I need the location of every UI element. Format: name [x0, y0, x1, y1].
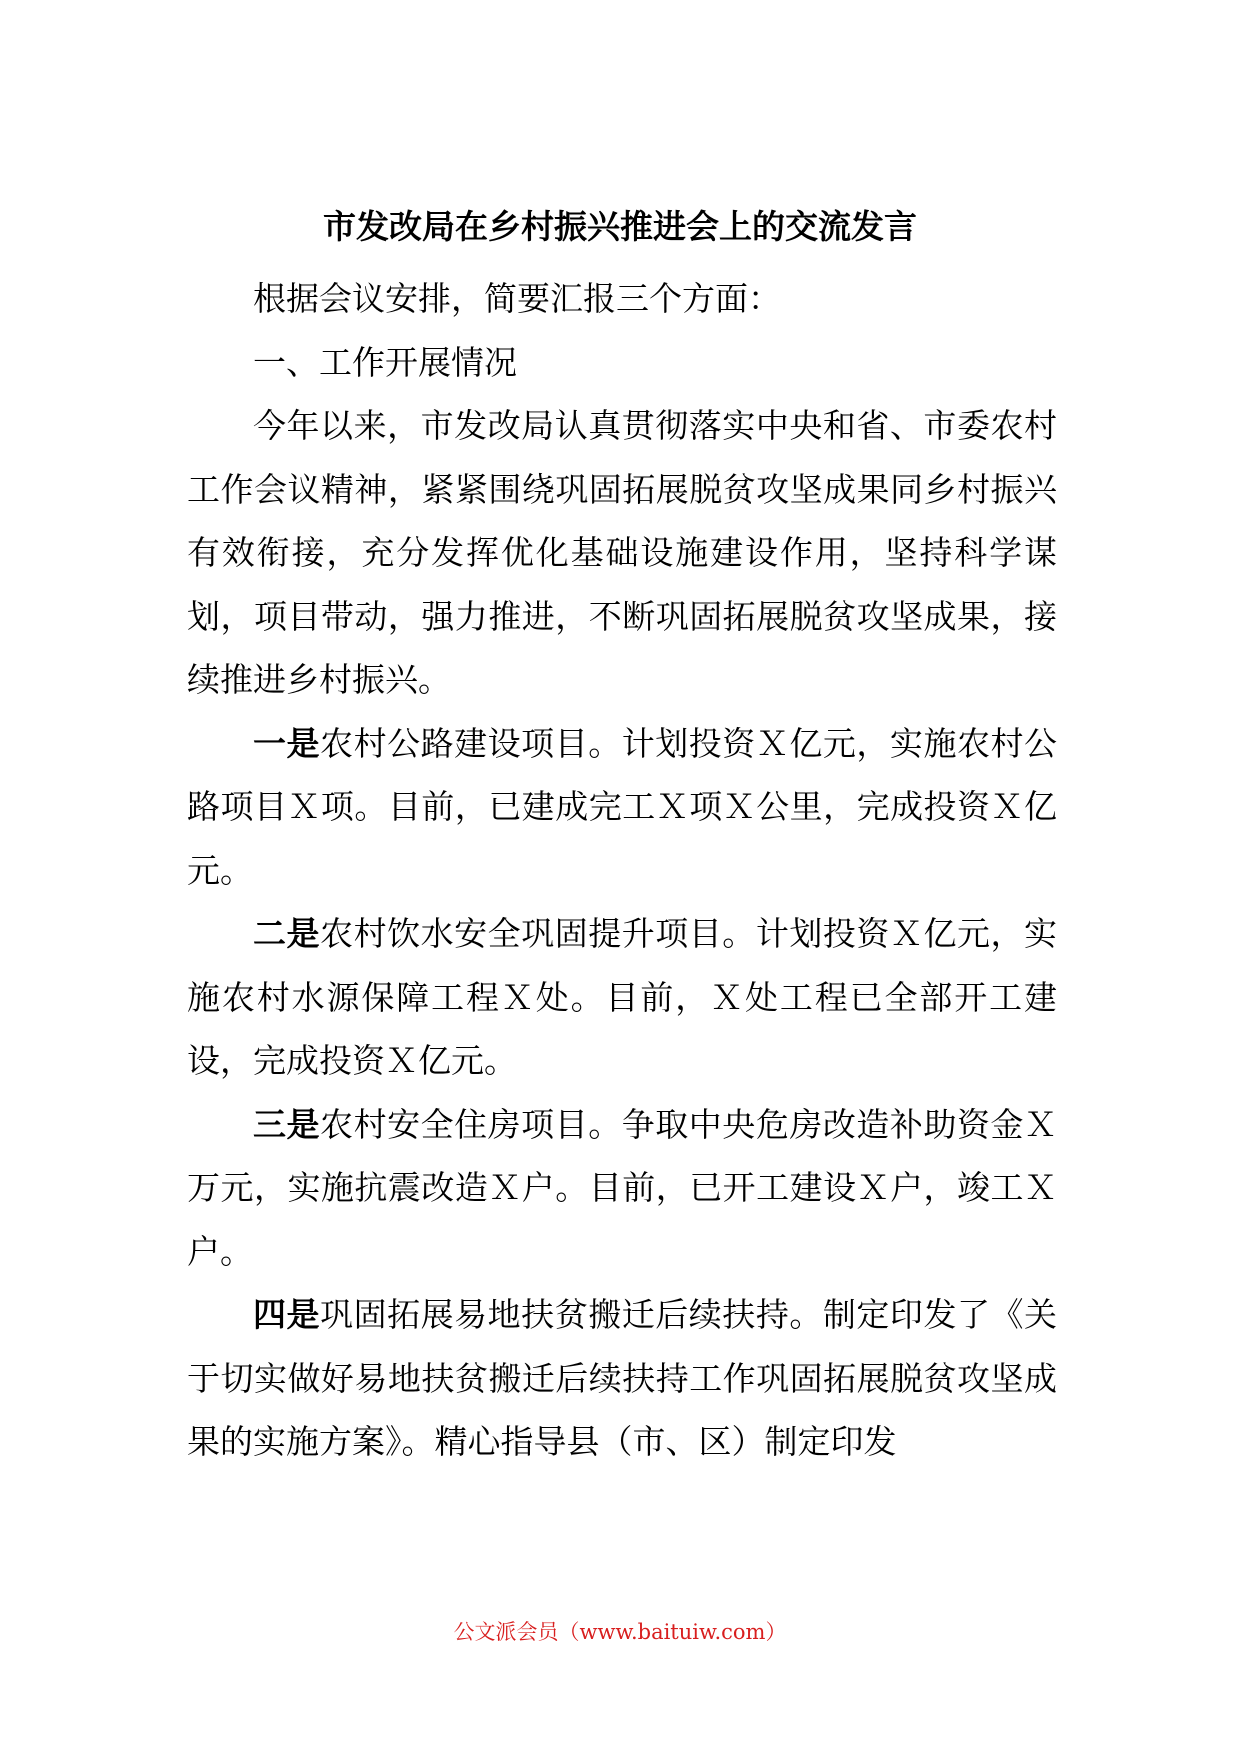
item-paragraph-2 [187, 902, 1057, 1093]
item-paragraph-3 [187, 1093, 1057, 1284]
item-text: 巩固拓展易地扶贫搬迁后续扶持。制定印发了《关于切实做好易地扶贫搬迁后续扶持工作巩固拓展脱贫攻坚成果的实施方案》。精心指导县（市、区）制定印发 [187, 1295, 1058, 1461]
intro-paragraph: 根据会议安排，简要汇报三个方面： [253, 279, 781, 318]
body-paragraph: 今年以来，市发改局认真贯彻落实中央和省、市委农村工作会议精神，紧紧围绕巩固拓展脱贫攻坚成果同乡村振兴有效衔接，充分发挥优化基础设施建设作用，坚持科学谋划，项目带动，强力推进，不断巩固拓展脱贫攻坚成果，接续推进乡村振兴。 [187, 406, 1057, 699]
document-title: 市发改局在乡村振兴推进会上的交流发言 [323, 207, 917, 246]
section-heading: 一、工作开展情况 [253, 342, 517, 382]
document-body [187, 267, 1057, 1474]
item-lead: 一是 [253, 723, 321, 763]
item-text: 农村安全住房项目。争取中央危房改造补助资金Ｘ万元，实施抗震改造Ｘ户。目前，已开工建设Ｘ户，竣工Ｘ户。 [187, 1104, 1058, 1271]
item-lead: 二是 [253, 914, 321, 953]
item-lead: 三是 [253, 1104, 321, 1144]
item-text: 农村饮水安全巩固提升项目。计划投资Ｘ亿元，实施农村水源保障工程Ｘ处。目前，Ｘ处工程已全部开工建设，完成投资Ｘ亿元。 [187, 914, 1058, 1080]
item-paragraph-4 [187, 1283, 1057, 1474]
item-paragraph-1 [187, 712, 1057, 903]
item-text: 农村公路建设项目。计划投资Ｘ亿元，实施农村公路项目Ｘ项。目前，已建成完工Ｘ项Ｘ公里，完成投资Ｘ亿元。 [187, 723, 1058, 890]
watermark-footer: 公文派会员（www.baituiw.com） [453, 1620, 787, 1644]
item-lead: 四是 [253, 1295, 321, 1334]
